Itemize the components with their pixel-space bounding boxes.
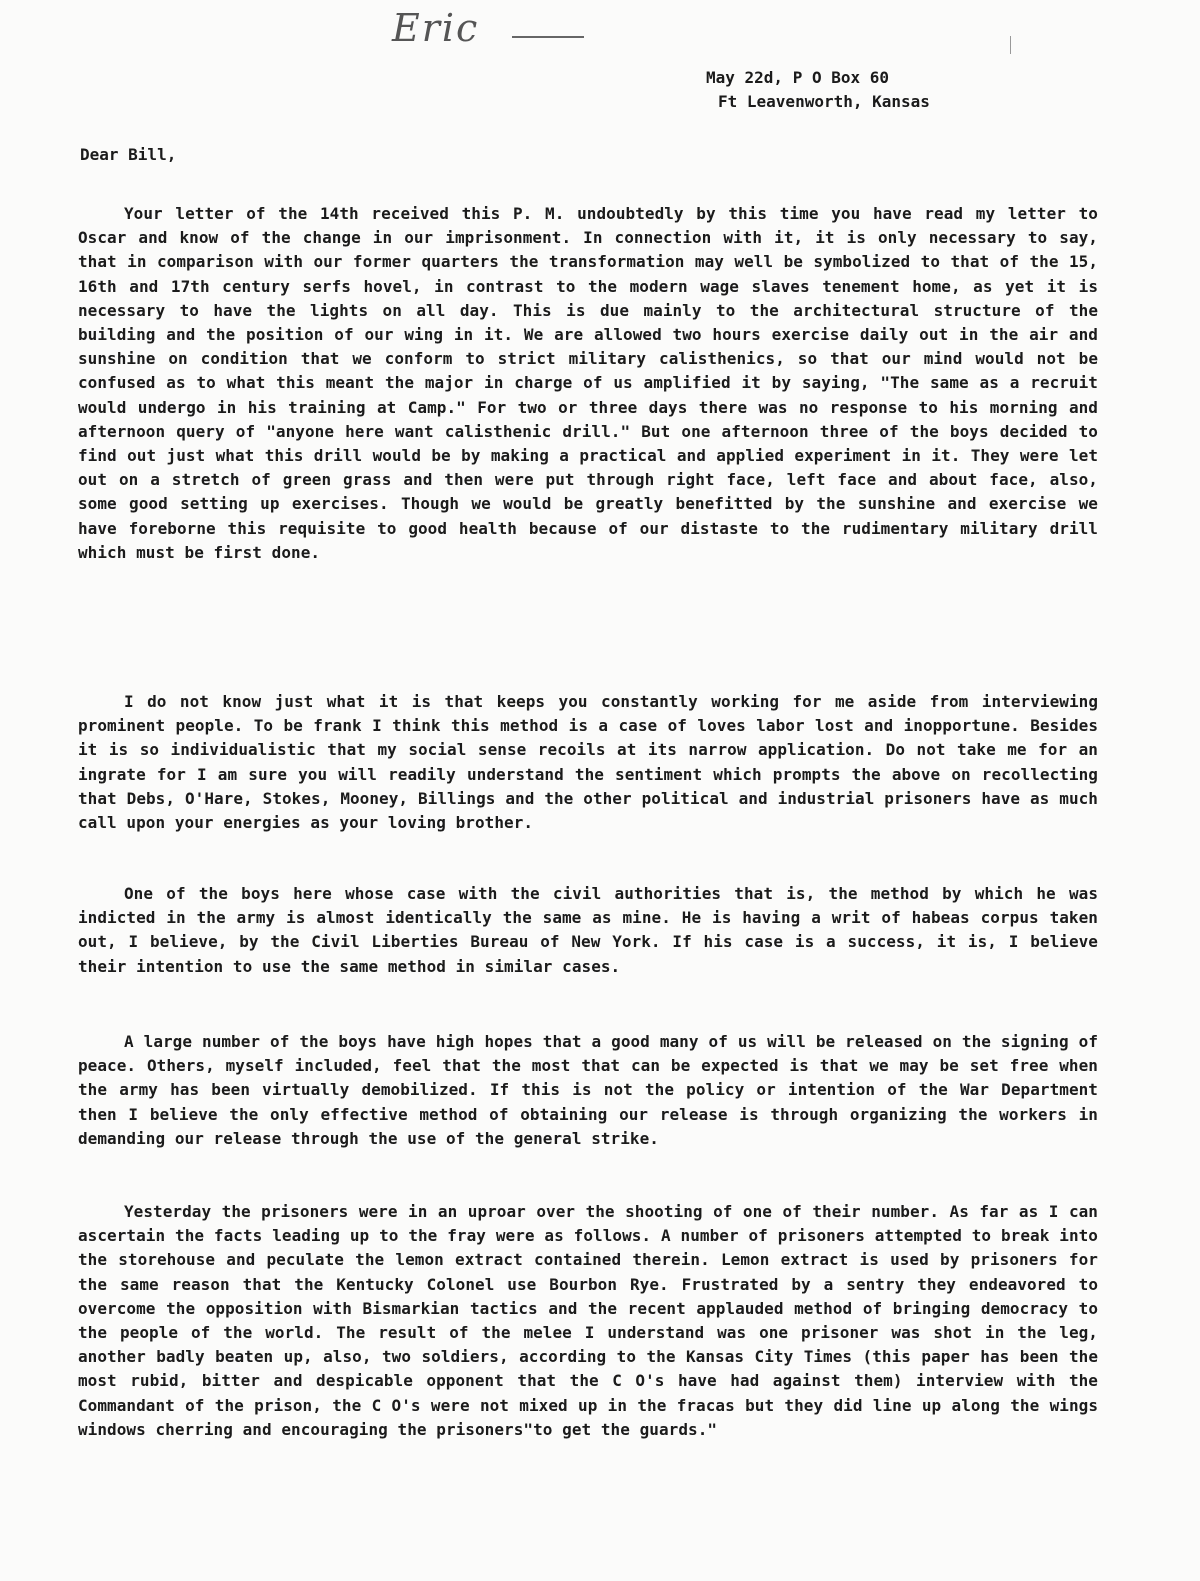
handwritten-dash: [512, 36, 584, 38]
paragraph-exercise: Your letter of the 14th received this P. M. undoubtedly by this time you have read my letter to Oscar and know of the change in our imprisonment. In connection with it, it is only necessary to say, that in comparison with our former quarters the transformation may well be symbolized to that of the 15, 16th and 17th century serfs hovel, in contrast to the modern wage slaves tenement home, as yet it is necessary to have the lights on all day. This is due mainly to the architectural structure of the building and the position of our wing in it. We are allowed two hours exercise daily out in the air and sunshine on condition that we conform to strict military calisthenics, so that our mind would not be confused as to what this meant the major in charge of us amplified it by saying, "The same as a recruit would undergo in his training at Camp." For two or three days there was no response to his morning and afternoon query of "anyone here want calisthenic drill." But one afternoon three of the boys decided to find out just what this drill would be by making a practical and applied experiment in it. They were let out on a stretch of green grass and then were put through right face, left face and about face, also, some good setting up exercises. Though we would be greatly benefitted by the sunshine and exercise we have foreborne this requisite to good health because of our distaste to the rudimentary military drill which must be first done.: [78, 204, 1098, 562]
salutation: Dear Bill,: [80, 145, 177, 164]
sender-address: [706, 66, 930, 114]
handwritten-annotation: Eric: [392, 6, 480, 50]
address-line-date: May 22d, P O Box 60: [706, 68, 890, 87]
paragraph-prison-uproar: Yesterday the prisoners were in an uproar over the shooting of one of their number. As far as I can ascertain the facts leading up to the fray were as follows. A number of prisoners attempted to break into the storehouse and peculate the lemon extract contained therein. Lemon extract is used by prisoners for the same reason that the Kentucky Colonel use Bourbon Rye. Frustrated by a sentry they endeavored to overcome the opposition with Bismarkian tactics and the recent applauded method of bringing democracy to the people of the world. The result of the melee I understand was one prisoner was shot in the leg, another badly beaten up, also, two soldiers, according to the Kansas City Times (this paper has been the most rubid, bitter and despicable opponent that the C O's have had against them) interview with the Commandant of the prison, the C O's were not mixed up in the fracas but they did line up along the wings windows cherring and encouraging the prisoners"to get the guards.": [78, 1202, 1098, 1439]
paragraph-interviewing: I do not know just what it is that keeps you constantly working for me aside from interviewing prominent people. To be frank I think this method is a case of loves labor lost and inopportune. Besides it is so individualistic that my social sense recoils at its narrow application. Do not take me for an ingrate for I am sure you will readily understand the sentiment which prompts the above on recollecting that Debs, O'Hare, Stokes, Mooney, Billings and the other political and industrial prisoners have as much call upon your energies as your loving brother.: [78, 692, 1098, 833]
address-line-city: Ft Leavenworth, Kansas: [718, 92, 930, 111]
paragraph-release-hopes: A large number of the boys have high hopes that a good many of us will be released on the signing of peace. Others, myself included, feel that the most that can be expected is that we may be set free when the army has been virtually demobilized. If this is not the policy or intention of the War Department then I believe the only effective method of obtaining our release is through organizing the workers in demanding our release through the use of the general strike.: [78, 1032, 1098, 1148]
paragraph-habeas-corpus: One of the boys here whose case with the civil authorities that is, the method by which he was indicted in the army is almost identically the same as mine. He is having a writ of habeas corpus taken out, I believe, by the Civil Liberties Bureau of New York. If his case is a success, it is, I believe their intention to use the same method in similar cases.: [78, 884, 1098, 976]
margin-mark: [1010, 36, 1011, 54]
